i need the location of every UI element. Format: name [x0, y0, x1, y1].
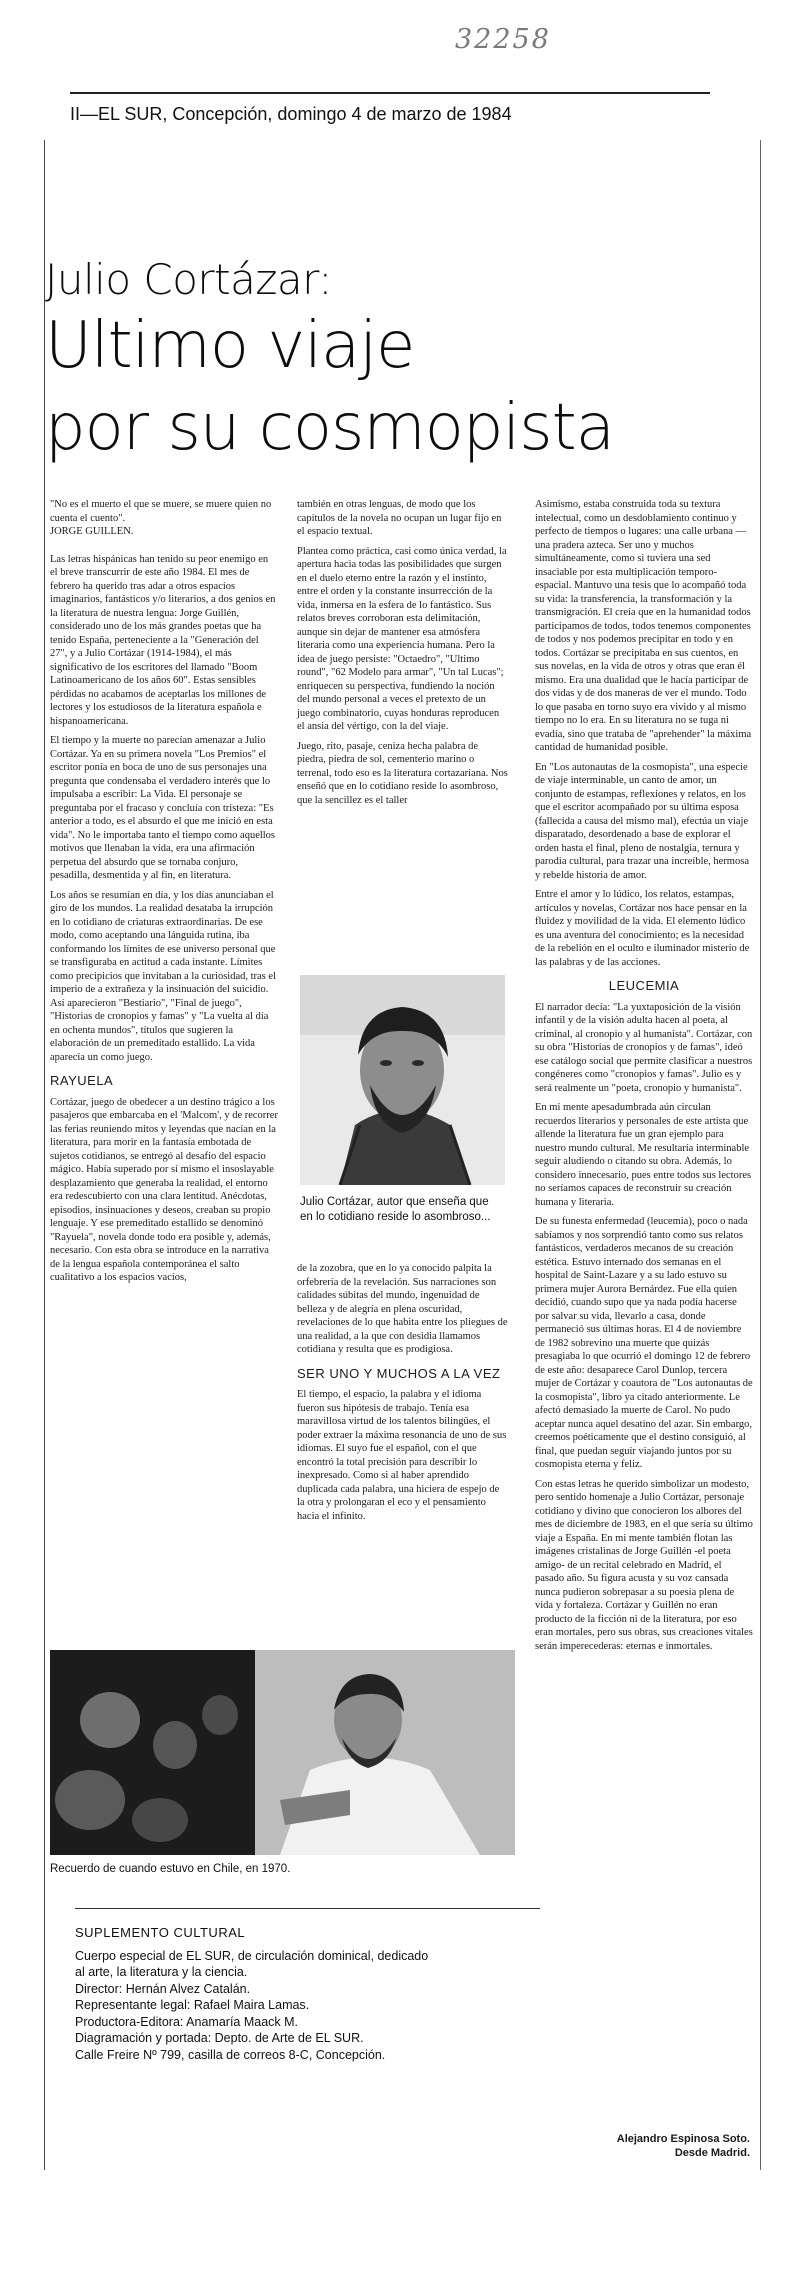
article-column-3: [535, 498, 753, 1659]
right-border-rule: [760, 140, 761, 2170]
credits-box: [75, 1925, 545, 2063]
credits-line: Director: Hernán Alvez Catalán.: [75, 1981, 251, 1996]
credits-rule: [75, 1908, 540, 1909]
article-column-1: [50, 498, 278, 1291]
portrait-caption: Julio Cortázar, autor que enseña que en lo cotidiano reside lo asombroso...: [300, 1196, 491, 1223]
paragraph: Cortázar, juego de obedecer a un destino trágico a los pasajeros que embarcaba en el 'Malcom', y de recorrer las ferias reuniendo mitos y leyendas que nacían en la literatura, para morir en la fantasía embotada de sujetos cotidianos, se entregó al desafío del espacio mágico. Había superado por sí mismo el insoslayable desplazamiento que generaba la realidad, el entorno era redescubierto con una clara lentitud. Anécdotas, episodios, insinuaciones y deseos, creaban su propio lenguaje. Y ese premeditado estallido se denominó "Rayuela", novela donde todo era posible y, además, necesario. Con esta obra se introduce en la narrativa de la lengua española contemporánea el salto cualitativo a los espacios vacíos,: [50, 1096, 278, 1283]
credits-line: Diagramación y portada: Depto. de Arte de EL SUR.: [75, 2031, 364, 2045]
archive-number: 32258: [455, 24, 551, 55]
section-heading-ser-uno: SER UNO Y MUCHOS A LA VEZ: [297, 1365, 501, 1381]
epigraph: [50, 498, 278, 539]
portrait-image: [300, 975, 505, 1185]
masthead-rule: [70, 92, 710, 94]
masthead: II—EL SUR, Concepción, domingo 4 de marzo de 1984: [70, 104, 512, 124]
paragraph: Los años se resumían en día, y los días anunciaban el giro de los mundos. La realidad desataba la irrupción en lo cotidiano de criaturas extraordinarias. De ese modo, como aceptando una lánguida rutina, iba conformando los límites de ese universo personal que se transfiguraba en actitud a cada instante. Límites como precipicios que invitaban a la curiosidad, tras el imperio de a extrañeza y la insinuación del suicidio. Así aparecieron "Bestiario", "Final de juego", "Historias de cronopios y famas" y "La vuelta al día en ochenta mundos", títulos que sugieren la elaboración de un premeditado estallido. La vida aparecía un como juego.: [50, 889, 276, 1063]
paragraph: El narrador decía: "La yuxtaposición de la visión infantil y de la visión adulta hacen al poeta, al criminal, al cronopio y al humanista". Cortázar, con su obra "Historias de cronopios y de famas", ideó ese catálogo social que permite clasificar a nuestros congéneres como "cronopios y famas". Julio es y será realmente un "poeta, cronopio y humanista".: [535, 1001, 753, 1094]
headline-line-1: Julio Cortázar:: [45, 255, 332, 304]
chile-1970-photo: [50, 1650, 515, 1855]
chile-photo-caption: Recuerdo de cuando estuvo en Chile, en 1970.: [50, 1863, 291, 1875]
paragraph: Con estas letras he querido simbolizar un modesto, pero sentido homenaje a Julio Cortázar, personaje cotidiano y divino que conocieron los albores del mes de diciembre de 1983, en el que sería su último viaje a España. En mi mente también flotan las imágenes cristalinas de Jorge Guillén -el poeta amigo- de un recital celebrado en Madrid, el pasado año. Su figura acusta y su voz cansada nunca pudieron sobrepasar a su poesía plena de vida y fortaleza. Cortázar y Guillén no eran producto de la ficción ni de la literatura, por eso eran mortales, pero sus obras, sus creaciones vitales serán imperecederas: eternas e inmortales.: [535, 1478, 753, 1652]
headline: [45, 255, 725, 469]
article-column-2-bottom: [297, 1262, 509, 1529]
headline-line-2: Ultimo viaje: [45, 309, 415, 383]
paragraph: En "Los autonautas de la cosmopista", una especie de viaje interminable, un canto de amor, un conjunto de estampas, reflexiones y relatos, en los que el escritor acompañado por su última esposa (fallecida a causa del mismo mal), efectúa un viaje disparatado, desordenado a base de explorar el orden hasta el final, pleno de nostalgia, ternura y parodia cultural, para trazar una increíble, hermosa y rebelde historia de amor.: [535, 761, 749, 881]
credits-line: Cuerpo especial de EL SUR, de circulación dominical, dedicado: [75, 1948, 429, 1963]
paragraph: Las letras hispánicas han tenido su peor enemigo en el breve transcurrir de este año 1984. El mes de febrero ha querido tras adar a otros espacios imaginarios, fantásticos y/o literarios, a dos genios en la literatura de nuestra lengua: Jorge Guillén, considerado uno de los más grandes poetas que ha tenido España, perteneciente a la "Generación del 27", y a Julio Cortázar (1914-1984), el más significativo de los escritores del llamado "Boom Latinoamericano de los años 60". Estas sensibles pérdidas no acabamos de aceptarlas los millones de lectores y los estudiosos de la literatura española e hispanoamericana.: [50, 553, 276, 727]
byline-place: Desde Madrid.: [674, 2147, 750, 2159]
credits-line: al arte, la literatura y la ciencia.: [75, 1965, 248, 1979]
paragraph: El tiempo, el espacio, la palabra y el idioma fueron sus hipótesis de trabajo. Tenía esa maravillosa virtud de los talentos bilingües, el poder extraer la máxima resonancia de uno de sus idiomas. El suyo fue el español, con el que encontró la total precisión para describir lo inexpresado. Como si al haber aprendido duplicada cada palabra, una hiciera de espejo de la otra y prolongaran el eco y el pensamiento hacia el infinito.: [297, 1389, 507, 1522]
paragraph: Entre el amor y lo lúdico, los relatos, estampas, artículos y novelas, Cortázar nos hace pensar en la fluidez y movilidad de la vida. El elemento lúdico es una aventura del conocimiento; es la necesidad de la rebelión en el oculto e iluminador misterio de las palabras y de las acciones.: [535, 889, 750, 968]
epigraph-author: JORGE GUILLEN.: [50, 526, 134, 537]
byline-author: Alejandro Espinosa Soto.: [616, 2133, 750, 2145]
headline-line-3: por su cosmopista: [45, 391, 614, 465]
paragraph: El tiempo y la muerte no parecían amenazar a Julio Cortázar. Ya en su primera novela "Los Premios" el escritor ponía en boca de uno de sus personajes una pregunta que condensaba el verdadero interés que lo impulsaba a escribir: La Vida. El personaje se preguntaba por el fracaso y concluía con tristeza: "Es anterior a todo, es el absurdo el que me inició en esta vida". No le importaba tanto el tiempo como aquellos motivos que llenaban la vida, era una afirmación perpetua del absurdo que se tornaba conjuro, pesadilla, desmentida y al fin, en literatura.: [50, 735, 276, 881]
section-heading-leucemia: LEUCEMIA: [608, 978, 680, 993]
cortazar-portrait-photo: [300, 975, 505, 1185]
paragraph: Juego, rito, pasaje, ceniza hecha palabra de piedra, piedra de sol, cementerio marino o terrenal, todo eso es la literatura cortazariana. Nos enseñó que en lo cotidiano reside lo asombroso, que la sencillez es el taller: [297, 740, 508, 806]
byline: [600, 2132, 750, 2160]
paragraph: también en otras lenguas, de modo que los capítulos de la novela no ocupan un lugar fijo en el espacio textual.: [297, 499, 502, 537]
article-column-2-top: [297, 498, 509, 813]
credits-line: Productora-Editora: Anamaría Maack M.: [75, 2014, 299, 2029]
paragraph: Asimismo, estaba construida toda su textura intelectual, como un desdoblamiento continuo y perfecto de tiempos o lugares: una calle urbana — una pradera azteca. Ser uno y muchos simultáneamente, como si tuviera una sed insaciable por esta multiplicación temporo-espacial. Mantuvo una tesis que lo acompañó toda su vida: la transferencia, la transformación y la transmigración. El creía que en la humanidad todos participamos de todos, todos tenemos componentes de todos y nos podemos precipitar en todo y en todos. Cortázar se precipitaba en sus cuentos, en sus novelas, en la vida de otros y otras que eran él mismo. Era una dualidad que le hacía participar de dos vidas y de dos maneras de ver el mundo. Todo lo que pasaba en torno suyo era vivido y al mismo tiempo no lo era. En su literatura no se tuga ni evadía, sino que trataba de "aprehender" la máxima cantidad de humanidad posible.: [535, 499, 752, 753]
paragraph: En mi mente apesadumbrada aún circulan recuerdos literarios y personales de este artista que allende la literatura fue un gran ejemplo para nuestro mundo cultural. Me resultaría interminable seguir aludiendo o citando su obra. Además, lo considero innecesario, pues entre todos sus lectores no seríamos capaces de reconstruir su creación humana y literaria.: [535, 1102, 752, 1208]
epigraph-quote: "No es el muerto el que se muere, se muere quien no cuenta el cuento".: [50, 499, 272, 524]
credits-line: Calle Freire Nº 799, casilla de correos 8-C, Concepción.: [75, 2047, 386, 2062]
credits-line: Representante legal: Rafael Maira Lamas.: [75, 1998, 310, 2012]
credits-title: SUPLEMENTO CULTURAL: [75, 1925, 246, 1940]
paragraph: Plantea como práctica, casi como única verdad, la apertura hacia todas las posibilidades que surgen en el duelo eterno entre la razón y el instinto, entre el orden y la constante insurrección de la vida, inmersa en la esfera de lo fantástico. Sus relatos breves corroboran esta delimitación, aunque sin dejar de mantener esa atmósfera literaria como una experiencia humana. Pero la idea de juego persiste: "Octaedro", "Ultimo round", "62 Modelo para armar", "Un tal Lucas"; enriquecen su perspectiva, fundiendo la noción del mundo personal a veces el pretexto de un juego combinatorio, cuyas honduras reproducen el ansia del vértigo, con la del viaje.: [297, 545, 507, 732]
chile-photo-image: [50, 1650, 515, 1855]
paragraph: De su funesta enfermedad (leucemia), poco o nada sabíamos y nos sorprendió tanto como sus relatos fantásticos, verdaderos mecanos de su creación estética. Estuvo internado dos semanas en el hospital de Saint-Lazare y a su lado estuvo su primera mujer Aurora Bernárdez. Fue ella quien decidió, cuando supo que ya nada podía hacerse por salvar su vida, llevarlo a casa, donde permaneció sus últimas horas. El 4 de noviembre de 1982 sobrevino una muerte que quizás presagiaba lo que ocurrió el domingo 12 de febrero de este año: desaparece Carol Dunlop, tercera mujer de Cortázar y coautora de "Los autonautas de la cosmopista", libro ya citado anteriormente. Le afectó demasiado la muerte de Carol. No pudo aceptar nunca aquel desatino del azar. Sin embargo, creemos poéticamente que el destino consiguió, al final, que puedan seguir viajando juntos por su cosmopista eterna y feliz.: [535, 1216, 753, 1470]
section-heading-rayuela: RAYUELA: [50, 1073, 114, 1088]
paragraph: de la zozobra, que en lo ya conocido palpita la orfebrería de la revelación. Sus narraciones son calidades súbitas del mundo, ingenuidad de belleza y de alegría en plena oscuridad, revelaciones de lo que habita entre los pliegues de una realidad, a la que con desidia llamamos cotidiana y resulta que es prodigiosa.: [297, 1263, 508, 1355]
